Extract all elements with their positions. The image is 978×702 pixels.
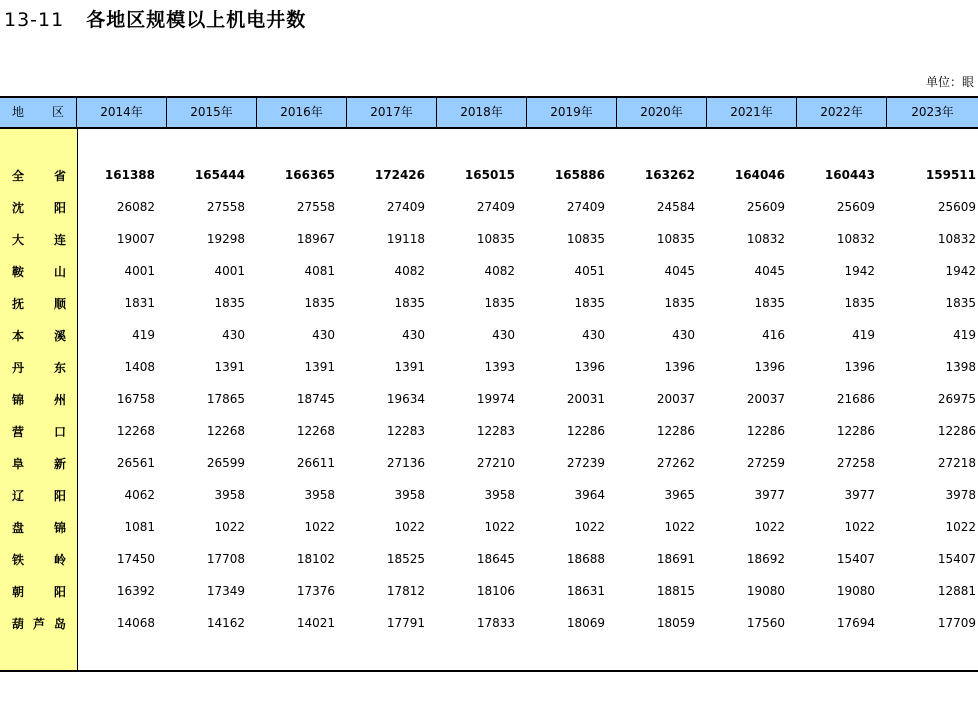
value-cell: 4082 xyxy=(484,264,515,278)
header-year: 2019年 xyxy=(527,98,617,127)
value-cell: 20031 xyxy=(566,392,605,406)
table-row xyxy=(0,575,978,607)
region-name: 铁岭 xyxy=(12,552,97,567)
value-cell: 12286 xyxy=(836,424,875,438)
value-cell: 1393 xyxy=(484,360,515,374)
region-cell xyxy=(0,583,97,600)
value-cell: 18967 xyxy=(296,232,335,246)
value-cell: 25609 xyxy=(746,200,785,214)
value-cell: 1396 xyxy=(574,360,605,374)
value-cell: 161388 xyxy=(104,168,155,182)
value-cell: 1081 xyxy=(124,520,155,534)
header-year: 2020年 xyxy=(617,98,707,127)
value-cell: 430 xyxy=(402,328,425,342)
value-cell: 27558 xyxy=(296,200,335,214)
value-cell: 1835 xyxy=(484,296,515,310)
value-cell: 164046 xyxy=(734,168,785,182)
value-cell: 1835 xyxy=(304,296,335,310)
region-cell xyxy=(0,167,97,184)
value-cell: 27210 xyxy=(476,456,515,470)
value-cell: 430 xyxy=(582,328,605,342)
value-cell: 1835 xyxy=(664,296,695,310)
value-cell: 430 xyxy=(492,328,515,342)
value-cell: 1835 xyxy=(574,296,605,310)
value-cell: 26975 xyxy=(937,392,976,406)
value-cell: 416 xyxy=(762,328,785,342)
table-row xyxy=(0,223,978,255)
value-cell: 165886 xyxy=(554,168,605,182)
region-cell xyxy=(0,263,97,280)
value-cell: 3964 xyxy=(574,488,605,502)
value-cell: 1835 xyxy=(844,296,875,310)
region-cell xyxy=(0,615,77,632)
table-row xyxy=(0,479,978,511)
value-cell: 17708 xyxy=(206,552,245,566)
value-cell: 159511 xyxy=(925,168,976,182)
table-title: 各地区规模以上机电井数 xyxy=(86,9,307,31)
value-cell: 24584 xyxy=(656,200,695,214)
value-cell: 10835 xyxy=(656,232,695,246)
value-cell: 12283 xyxy=(476,424,515,438)
value-cell: 1408 xyxy=(124,360,155,374)
header-year: 2016年 xyxy=(257,98,347,127)
value-cell: 17560 xyxy=(746,616,785,630)
value-cell: 419 xyxy=(132,328,155,342)
value-cell: 26599 xyxy=(206,456,245,470)
region-cell xyxy=(0,519,97,536)
value-cell: 17791 xyxy=(386,616,425,630)
value-cell: 12283 xyxy=(386,424,425,438)
value-cell: 18692 xyxy=(746,552,785,566)
value-cell: 1022 xyxy=(214,520,245,534)
value-cell: 1396 xyxy=(844,360,875,374)
table-row-total xyxy=(0,159,978,191)
data-table xyxy=(0,96,978,672)
value-cell: 18815 xyxy=(656,584,695,598)
value-cell: 18631 xyxy=(566,584,605,598)
value-cell: 1398 xyxy=(945,360,976,374)
value-cell: 12268 xyxy=(116,424,155,438)
value-cell: 1835 xyxy=(214,296,245,310)
value-cell: 26561 xyxy=(116,456,155,470)
value-cell: 3977 xyxy=(844,488,875,502)
value-cell: 19080 xyxy=(836,584,875,598)
region-name: 盘锦 xyxy=(12,520,97,535)
header-region-char-1: 地 xyxy=(12,105,25,119)
value-cell: 20037 xyxy=(746,392,785,406)
value-cell: 10832 xyxy=(836,232,875,246)
value-cell: 1391 xyxy=(214,360,245,374)
region-name: 营口 xyxy=(12,424,97,439)
value-cell: 18688 xyxy=(566,552,605,566)
value-cell: 26611 xyxy=(296,456,335,470)
value-cell: 19634 xyxy=(386,392,425,406)
value-cell: 1835 xyxy=(394,296,425,310)
header-year: 2021年 xyxy=(707,98,797,127)
value-cell: 165444 xyxy=(194,168,245,182)
header-year: 2015年 xyxy=(167,98,257,127)
value-cell: 25609 xyxy=(937,200,976,214)
value-cell: 4082 xyxy=(394,264,425,278)
value-cell: 12286 xyxy=(937,424,976,438)
value-cell: 1022 xyxy=(945,520,976,534)
region-cell xyxy=(0,231,97,248)
region-name: 阜新 xyxy=(12,456,97,471)
region-name: 全省 xyxy=(12,168,97,183)
value-cell: 163262 xyxy=(644,168,695,182)
value-cell: 27259 xyxy=(746,456,785,470)
value-cell: 10832 xyxy=(937,232,976,246)
value-cell: 1391 xyxy=(394,360,425,374)
value-cell: 12286 xyxy=(656,424,695,438)
table-row xyxy=(0,543,978,575)
table-number: 13-11 xyxy=(4,9,65,31)
value-cell: 4062 xyxy=(124,488,155,502)
page-title xyxy=(4,5,306,32)
value-cell: 27239 xyxy=(566,456,605,470)
header-year: 2023年 xyxy=(911,105,954,119)
value-cell: 4001 xyxy=(124,264,155,278)
value-cell: 4045 xyxy=(664,264,695,278)
value-cell: 18745 xyxy=(296,392,335,406)
region-name: 大连 xyxy=(12,232,97,247)
region-cell xyxy=(0,423,97,440)
value-cell: 1942 xyxy=(844,264,875,278)
value-cell: 3958 xyxy=(304,488,335,502)
value-cell: 1022 xyxy=(754,520,785,534)
table-row xyxy=(0,447,978,479)
table-row xyxy=(0,287,978,319)
value-cell: 17450 xyxy=(116,552,155,566)
region-cell xyxy=(0,391,97,408)
value-cell: 12268 xyxy=(206,424,245,438)
value-cell: 18102 xyxy=(296,552,335,566)
region-name: 本溪 xyxy=(12,328,97,343)
value-cell: 12881 xyxy=(937,584,976,598)
value-cell: 430 xyxy=(672,328,695,342)
table-row xyxy=(0,191,978,223)
table-row xyxy=(0,351,978,383)
value-cell: 1022 xyxy=(304,520,335,534)
value-cell: 17833 xyxy=(476,616,515,630)
value-cell: 12286 xyxy=(566,424,605,438)
value-cell: 430 xyxy=(222,328,245,342)
value-cell: 27262 xyxy=(656,456,695,470)
value-cell: 15407 xyxy=(836,552,875,566)
table-row xyxy=(0,511,978,543)
table-header xyxy=(0,96,978,129)
table-body xyxy=(0,159,978,639)
value-cell: 10835 xyxy=(566,232,605,246)
value-cell: 1022 xyxy=(394,520,425,534)
value-cell: 15407 xyxy=(937,552,976,566)
value-cell: 419 xyxy=(953,328,976,342)
table-row xyxy=(0,383,978,415)
value-cell: 19298 xyxy=(206,232,245,246)
header-region xyxy=(0,98,77,127)
value-cell: 3977 xyxy=(754,488,785,502)
value-cell: 1022 xyxy=(574,520,605,534)
value-cell: 19007 xyxy=(116,232,155,246)
value-cell: 1835 xyxy=(754,296,785,310)
value-cell: 20037 xyxy=(656,392,695,406)
value-cell: 18525 xyxy=(386,552,425,566)
value-cell: 4051 xyxy=(574,264,605,278)
value-cell: 27136 xyxy=(386,456,425,470)
value-cell: 1835 xyxy=(945,296,976,310)
header-year: 2014年 xyxy=(77,98,167,127)
value-cell: 14068 xyxy=(116,616,155,630)
value-cell: 27409 xyxy=(476,200,515,214)
region-name: 朝阳 xyxy=(12,584,97,599)
region-name: 抚顺 xyxy=(12,296,97,311)
value-cell: 430 xyxy=(312,328,335,342)
value-cell: 160443 xyxy=(824,168,875,182)
value-cell: 17376 xyxy=(296,584,335,598)
value-cell: 17709 xyxy=(937,616,976,630)
value-cell: 14162 xyxy=(206,616,245,630)
region-name: 辽阳 xyxy=(12,488,97,503)
region-name: 沈阳 xyxy=(12,200,97,215)
value-cell: 1022 xyxy=(484,520,515,534)
region-cell xyxy=(0,359,97,376)
value-cell: 10835 xyxy=(476,232,515,246)
value-cell: 19080 xyxy=(746,584,785,598)
value-cell: 3958 xyxy=(214,488,245,502)
header-year: 2022年 xyxy=(797,98,887,127)
region-name: 葫芦岛 xyxy=(12,616,76,631)
value-cell: 17865 xyxy=(206,392,245,406)
value-cell: 12268 xyxy=(296,424,335,438)
value-cell: 4081 xyxy=(304,264,335,278)
table-row xyxy=(0,607,978,639)
value-cell: 26082 xyxy=(116,200,155,214)
value-cell: 1391 xyxy=(304,360,335,374)
value-cell: 19974 xyxy=(476,392,515,406)
region-cell xyxy=(0,455,97,472)
value-cell: 27558 xyxy=(206,200,245,214)
value-cell: 18059 xyxy=(656,616,695,630)
value-cell: 27409 xyxy=(566,200,605,214)
value-cell: 14021 xyxy=(296,616,335,630)
value-cell: 1022 xyxy=(844,520,875,534)
value-cell: 18106 xyxy=(476,584,515,598)
value-cell: 1396 xyxy=(664,360,695,374)
value-cell: 18069 xyxy=(566,616,605,630)
region-name: 鞍山 xyxy=(12,264,97,279)
value-cell: 18691 xyxy=(656,552,695,566)
value-cell: 17812 xyxy=(386,584,425,598)
value-cell: 10832 xyxy=(746,232,785,246)
value-cell: 166365 xyxy=(284,168,335,182)
value-cell: 4045 xyxy=(754,264,785,278)
value-cell: 172426 xyxy=(374,168,425,182)
value-cell: 27218 xyxy=(937,456,976,470)
value-cell: 3965 xyxy=(664,488,695,502)
value-cell: 27258 xyxy=(836,456,875,470)
value-cell: 18645 xyxy=(476,552,515,566)
table-row xyxy=(0,415,978,447)
value-cell: 1942 xyxy=(945,264,976,278)
table-row xyxy=(0,319,978,351)
value-cell: 3978 xyxy=(945,488,976,502)
value-cell: 3958 xyxy=(484,488,515,502)
value-cell: 1022 xyxy=(664,520,695,534)
unit-label: 单位：眼 xyxy=(925,75,974,89)
value-cell: 1831 xyxy=(124,296,155,310)
value-cell: 4001 xyxy=(214,264,245,278)
region-name: 丹东 xyxy=(12,360,97,375)
region-cell xyxy=(0,199,97,216)
value-cell: 1396 xyxy=(754,360,785,374)
header-region-char-2: 区 xyxy=(52,105,65,119)
region-cell xyxy=(0,327,97,344)
header-year: 2018年 xyxy=(437,98,527,127)
value-cell: 27409 xyxy=(386,200,425,214)
region-cell xyxy=(0,487,97,504)
header-year: 2017年 xyxy=(347,98,437,127)
value-cell: 16758 xyxy=(116,392,155,406)
value-cell: 419 xyxy=(852,328,875,342)
value-cell: 21686 xyxy=(836,392,875,406)
value-cell: 19118 xyxy=(386,232,425,246)
value-cell: 165015 xyxy=(464,168,515,182)
value-cell: 3958 xyxy=(394,488,425,502)
value-cell: 12286 xyxy=(746,424,785,438)
region-cell xyxy=(0,295,97,312)
value-cell: 17349 xyxy=(206,584,245,598)
value-cell: 25609 xyxy=(836,200,875,214)
value-cell: 17694 xyxy=(836,616,875,630)
table-row xyxy=(0,255,978,287)
region-name: 锦州 xyxy=(12,392,97,407)
region-cell xyxy=(0,551,97,568)
value-cell: 16392 xyxy=(116,584,155,598)
